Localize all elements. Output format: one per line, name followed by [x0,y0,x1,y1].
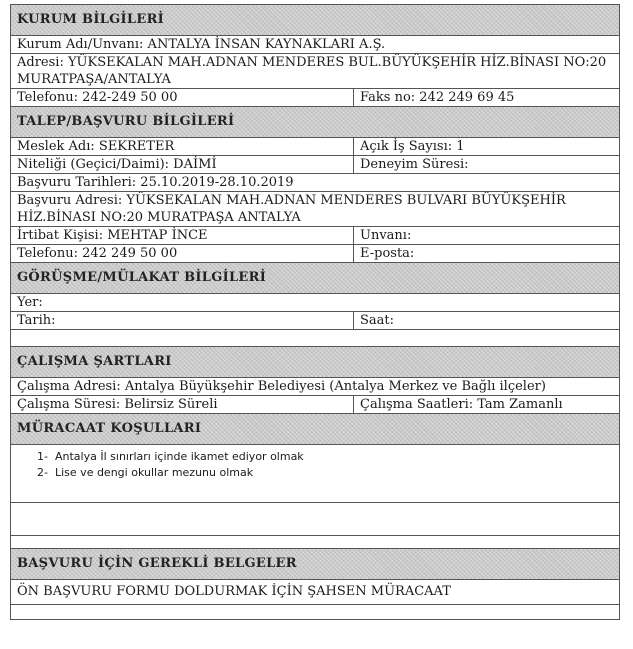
kurum-telefon: Telefonu: 242-249 50 00 [11,89,354,106]
spacer-row [11,536,619,548]
list-item [37,465,619,481]
calisma-suresi: Çalışma Süresi: Belirsiz Süreli [11,396,354,413]
kurum-faks: Faks no: 242 249 69 45 [360,90,515,105]
row-tarih-saat [11,312,619,330]
row-calisma-sure [11,396,619,414]
unvani: Unvanı: [360,228,412,243]
talep-telefon: Telefonu: 242 249 50 00 [11,245,354,262]
belgeler-text: ÖN BAŞVURU FORMU DOLDURMAK İÇİN ŞAHSEN MÜRACAAT [11,580,619,605]
row-basvuru-adresi [11,192,619,227]
list-item-number: 2- [37,466,48,479]
row-basvuru-tarihleri [11,174,619,192]
row-meslek [11,138,619,156]
gorusme-yer: Yer: [17,295,43,310]
list-item-number: 1- [37,450,48,463]
calisma-adresi: Çalışma Adresi: Antalya Büyükşehir Belediyesi (Antalya Merkez ve Bağlı ilçeler) [17,379,546,394]
row-irtibat [11,227,619,245]
basvuru-adresi: Başvuru Adresi: YÜKSEKALAN MAH.ADNAN MENDERES BULVARI BÜYÜKŞEHİR HİZ.BİNASI NO:20 MURATPAŞA ANTALYA [17,193,566,225]
row-calisma-adresi [11,378,619,396]
irtibat-kisisi: İrtibat Kişisi: MEHTAP İNCE [11,227,354,244]
section-header-muracaat: MÜRACAAT KOŞULLARI [11,414,619,445]
gorusme-saat: Saat: [360,313,395,328]
niteligi: Niteliği (Geçici/Daimi): DAİMİ [11,156,354,173]
row-kurum-iletisim [11,89,619,107]
calisma-saatleri: Çalışma Saatleri: Tam Zamanlı [360,397,563,412]
spacer-row [11,330,619,347]
section-header-talep: TALEP/BAŞVURU BİLGİLERİ [11,107,619,138]
section-header-gorusme: GÖRÜŞME/MÜLAKAT BİLGİLERİ [11,263,619,294]
job-posting-form [10,4,620,620]
section-header-belgeler: BAŞVURU İÇİN GEREKLİ BELGELER [11,548,619,580]
row-kurum-adi [11,36,619,54]
deneyim-suresi: Deneyim Süresi: [360,157,469,172]
acik-is-sayisi: Açık İş Sayısı: 1 [360,139,465,154]
spacer-row [11,605,619,619]
basvuru-tarihleri: Başvuru Tarihleri: 25.10.2019-28.10.2019 [17,175,294,190]
muracaat-list [11,445,619,503]
row-yer [11,294,619,312]
meslek-adi: Meslek Adı: SEKRETER [11,138,354,155]
kurum-adres: Adresi: YÜKSEKALAN MAH.ADNAN MENDERES BUL.BÜYÜKŞEHİR HİZ.BİNASI NO:20 MURATPAŞA/ANTALYA [17,55,607,87]
kurum-adi: Kurum Adı/Unvanı: ANTALYA İNSAN KAYNAKLARI A.Ş. [17,37,386,52]
talep-eposta: E-posta: [360,246,415,261]
section-header-kurum: KURUM BİLGİLERİ [11,5,619,36]
list-item [37,449,619,465]
section-header-calisma: ÇALIŞMA ŞARTLARI [11,347,619,378]
row-kurum-adres [11,54,619,89]
list-item-text: Antalya İl sınırları içinde ikamet ediyor olmak [55,450,304,463]
row-talep-iletisim [11,245,619,263]
spacer-row [11,503,619,536]
gorusme-tarih: Tarih: [11,312,354,329]
list-item-text: Lise ve dengi okullar mezunu olmak [55,466,254,479]
row-niteligi [11,156,619,174]
